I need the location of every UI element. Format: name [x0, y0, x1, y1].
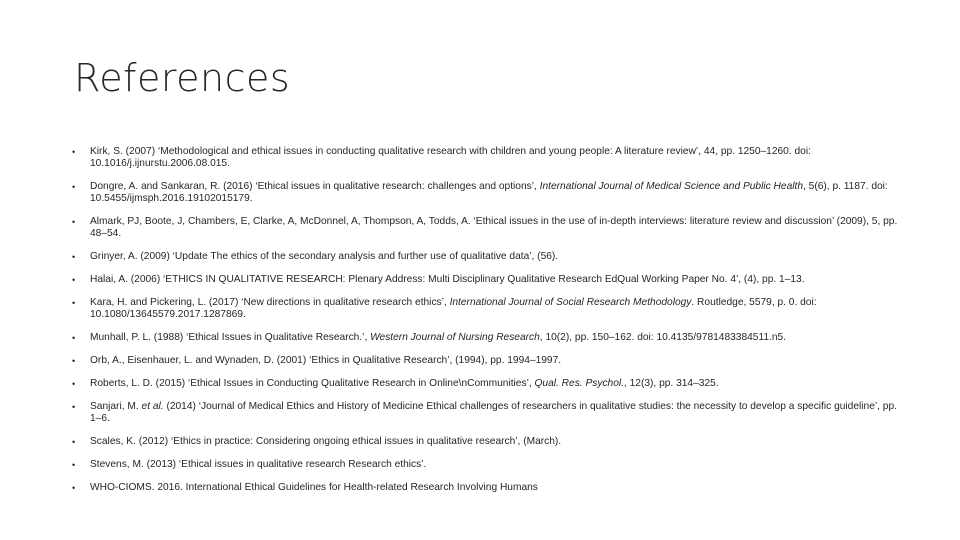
reference-segment: Kara, H. and Pickering, L. (2017) ‘New directions in qualitative research ethics’,: [90, 297, 450, 308]
reference-italic-segment: International Journal of Social Research Methodology: [449, 297, 692, 308]
reference-text: [90, 401, 897, 424]
reference-segment: Roberts, L. D. (2015) ‘Ethical Issues in Conducting Qualitative Research in Online\nCommunities’,: [90, 378, 535, 389]
reference-segment: (2014) ‘Journal of Medical Ethics and History of Medicine Ethical challenges of researchers in qualitative studies: the necessity to develop a specific guideline’, pp. 1–6.: [90, 401, 897, 424]
reference-list: [72, 146, 902, 505]
reference-segment: Almark, PJ, Boote, J, Chambers, E, Clarke, A, McDonnel, A, Thompson, A, Todds, A. ‘Ethical issues in the use of in-depth interviews: literature review and discussion’ (2009), 5, pp. 48–54.: [90, 216, 898, 239]
reference-text: [90, 181, 888, 204]
bullet-icon: •: [72, 182, 76, 192]
reference-text: [90, 274, 805, 285]
reference-item: [72, 436, 902, 448]
bullet-icon: •: [72, 460, 76, 470]
reference-item: [72, 332, 902, 344]
bullet-icon: •: [72, 483, 76, 493]
reference-italic-segment: et al.: [141, 401, 164, 412]
reference-segment: . Routledge, 5579, p. 0. doi: 10.1080/13645579.2017.1287869.: [90, 297, 817, 320]
reference-item: [72, 297, 902, 321]
bullet-icon: •: [72, 333, 76, 343]
reference-item: [72, 378, 902, 390]
reference-item: [72, 355, 902, 367]
reference-text: [90, 355, 561, 366]
reference-segment: Dongre, A. and Sankaran, R. (2016) ‘Ethical issues in qualitative research: challenges and options’,: [90, 181, 540, 192]
reference-segment: Sanjari, M.: [90, 401, 142, 412]
reference-text: [90, 332, 786, 343]
bullet-icon: •: [72, 402, 76, 412]
reference-text: [90, 251, 558, 262]
reference-segment: Scales, K. (2012) ‘Ethics in practice: Considering ongoing ethical issues in qualitative research’, (March).: [90, 436, 562, 447]
bullet-icon: •: [72, 275, 76, 285]
reference-segment: Halai, A. (2006) ‘ETHICS IN QUALITATIVE RESEARCH: Plenary Address: Multi Disciplinary Qualitative Research EdQual Working Paper No. 4’, (4), pp. 1–13.: [90, 274, 805, 285]
reference-item: [72, 216, 902, 240]
reference-text: [90, 482, 538, 493]
reference-segment: Grinyer, A. (2009) ‘Update The ethics of the secondary analysis and further use of qualitative data’, (56).: [90, 251, 559, 262]
reference-item: [72, 146, 902, 170]
reference-text: [90, 378, 719, 389]
reference-item: [72, 274, 902, 286]
reference-text: [90, 146, 811, 169]
reference-item: [72, 181, 902, 205]
reference-item: [72, 251, 902, 263]
reference-segment: Orb, A., Eisenhauer, L. and Wynaden, D. (2001) ‘Ethics in Qualitative Research’, (1994), pp. 1994–1997.: [90, 355, 562, 366]
reference-text: [90, 297, 817, 320]
bullet-icon: •: [72, 147, 76, 157]
reference-italic-segment: Western Journal of Nursing Research: [370, 332, 540, 343]
bullet-icon: •: [72, 437, 76, 447]
reference-segment: , 12(3), pp. 314–325.: [623, 378, 719, 389]
reference-segment: Stevens, M. (2013) ‘Ethical issues in qualitative research Research ethics’.: [90, 459, 427, 470]
reference-segment: Kirk, S. (2007) ‘Methodological and ethical issues in conducting qualitative research with children and young people: A literature review’, 44, pp. 1250–1260. doi: 10.1016/j.ijnurstu.2006.08.015.: [90, 146, 811, 169]
reference-segment: , 10(2), pp. 150–162. doi: 10.4135/9781483384511.n5.: [539, 332, 787, 343]
reference-segment: Munhall, P. L. (1988) ‘Ethical Issues in Qualitative Research.’,: [90, 332, 371, 343]
reference-italic-segment: International Journal of Medical Science and Public Health: [539, 181, 803, 192]
reference-item: [72, 482, 902, 494]
bullet-icon: •: [72, 252, 76, 262]
page-title: References: [74, 56, 291, 100]
reference-italic-segment: Qual. Res. Psychol.: [534, 378, 624, 389]
bullet-icon: •: [72, 298, 76, 308]
reference-text: [90, 436, 561, 447]
reference-item: [72, 459, 902, 471]
bullet-icon: •: [72, 356, 76, 366]
bullet-icon: •: [72, 379, 76, 389]
reference-segment: , 5(6), p. 1187. doi: 10.5455/ijmsph.2016.19102015179.: [90, 181, 888, 204]
reference-item: [72, 401, 902, 425]
reference-text: [90, 216, 897, 239]
bullet-icon: •: [72, 217, 76, 227]
reference-text: [90, 459, 426, 470]
reference-segment: WHO-CIOMS. 2016. International Ethical Guidelines for Health-related Research Involving Humans: [90, 482, 538, 493]
